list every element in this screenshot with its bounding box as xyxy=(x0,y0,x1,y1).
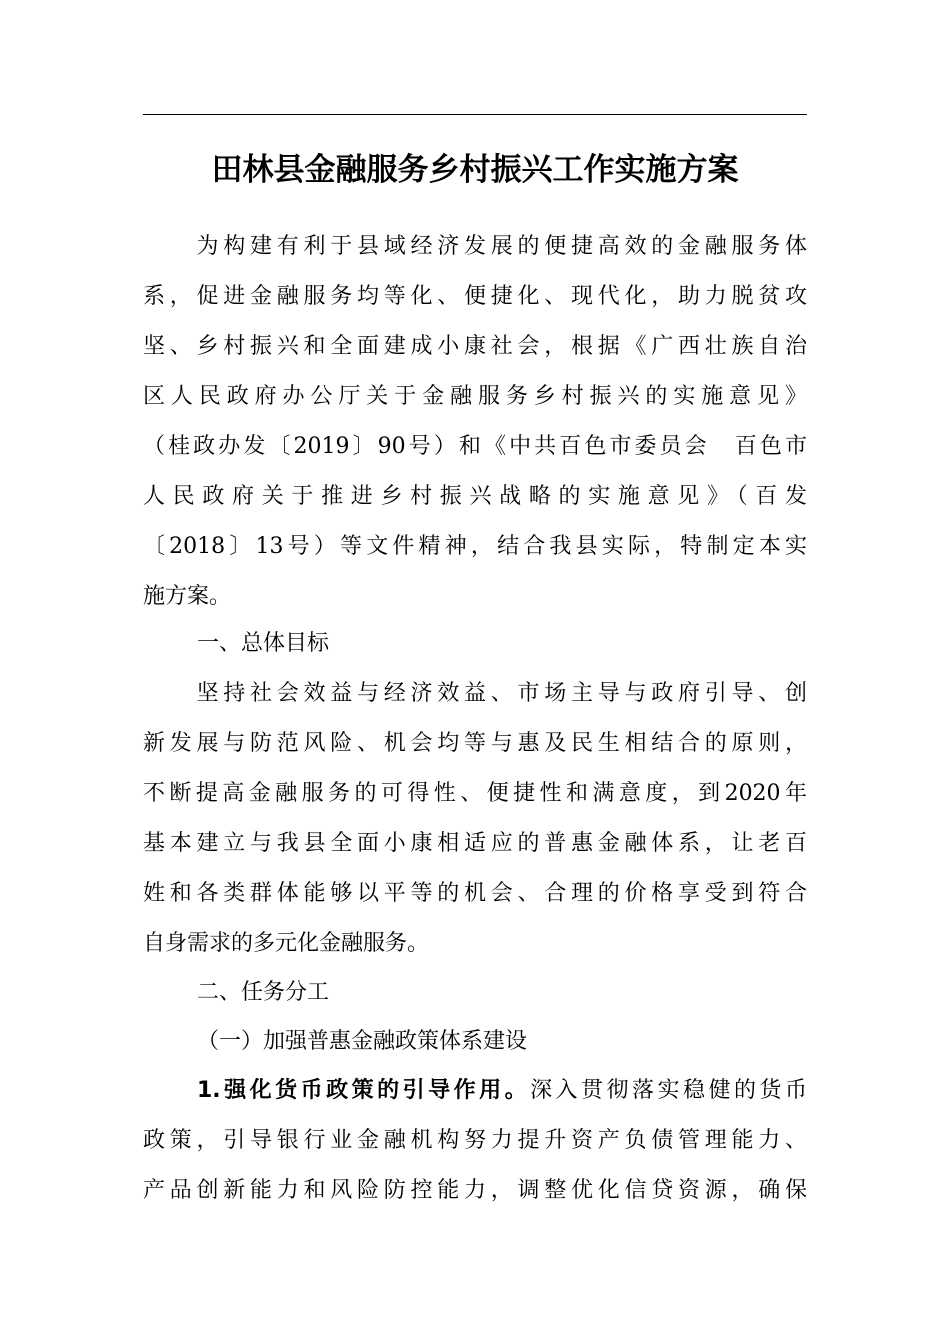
intro-line: 系，促进金融服务均等化、便捷化、现代化，助力脱贫攻 xyxy=(143,284,807,309)
item1-line: 产品创新能力和风险防控能力，调整优化信贷资源，确保 xyxy=(143,1178,807,1203)
goals-line: 姓和各类群体能够以平等的机会、合理的价格享受到符合 xyxy=(143,881,807,906)
goals-line: 基本建立与我县全面小康相适应的普惠金融体系，让老百 xyxy=(143,831,807,856)
goals-paragraph xyxy=(143,669,807,969)
section-heading-goals: 一、总体目标 xyxy=(197,631,330,656)
section-heading-tasks: 二、任务分工 xyxy=(197,980,330,1005)
top-rule xyxy=(143,114,807,115)
item1-line: 政策，引导银行业金融机构努力提升资产负债管理能力、 xyxy=(143,1128,807,1153)
document-title: 田林县金融服务乡村振兴工作实施方案 xyxy=(211,152,739,188)
subsection-heading: （一）加强普惠金融政策体系建设 xyxy=(197,1029,528,1054)
intro-line: 人民政府关于推进乡村振兴战略的实施意见》（百发 xyxy=(143,484,807,509)
intro-line: 为构建有利于县域经济发展的便捷高效的金融服务体 xyxy=(143,234,807,259)
goals-line: 新发展与防范风险、机会均等与惠及民生相结合的原则， xyxy=(143,731,807,756)
item1-first-rest: 深入贯彻落实稳健的货币 xyxy=(530,1078,807,1103)
intro-line: （桂政办发〔2019〕90号）和《中共百色市委员会 百色市 xyxy=(143,434,807,459)
goals-line: 自身需求的多元化金融服务。 xyxy=(143,931,430,956)
intro-line: 坚、乡村振兴和全面建成小康社会，根据《广西壮族自治 xyxy=(143,334,807,359)
intro-line: 〔2018〕13号）等文件精神，结合我县实际，特制定本实 xyxy=(143,534,807,559)
intro-paragraph xyxy=(143,222,807,622)
item1-paragraph xyxy=(143,1066,807,1216)
item1-first-line xyxy=(143,1066,807,1116)
intro-line: 施方案。 xyxy=(143,584,232,609)
intro-line: 区人民政府办公厅关于金融服务乡村振兴的实施意见》 xyxy=(143,384,807,409)
goals-line: 不断提高金融服务的可得性、便捷性和满意度，到2020年 xyxy=(143,781,807,806)
goals-line: 坚持社会效益与经济效益、市场主导与政府引导、创 xyxy=(143,681,807,706)
item1-lead: 1.强化货币政策的引导作用。 xyxy=(197,1078,531,1103)
